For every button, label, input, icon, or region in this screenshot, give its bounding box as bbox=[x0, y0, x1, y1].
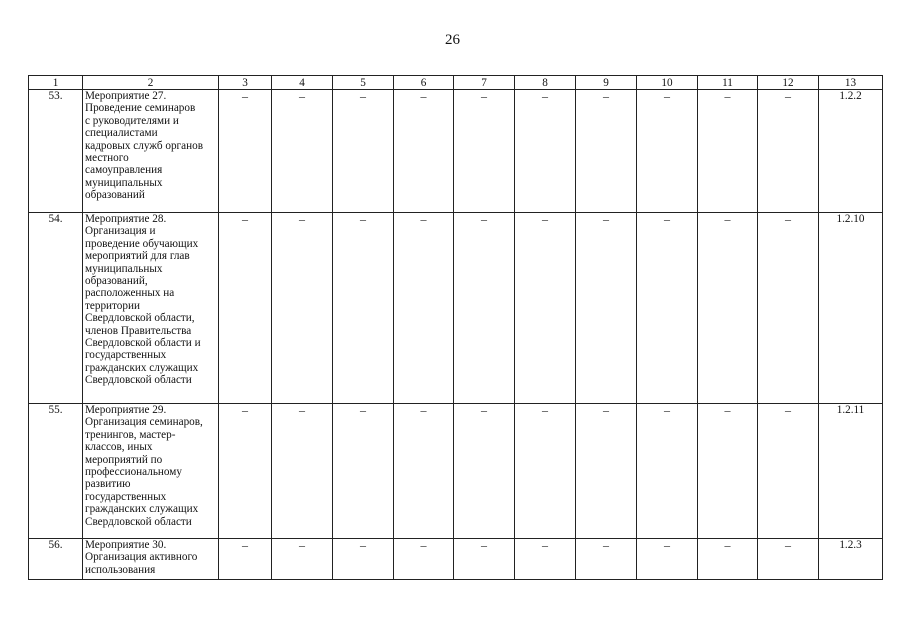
cell-value-col-3: – bbox=[219, 539, 272, 580]
activity-description-line: классов, иных bbox=[85, 441, 153, 454]
activity-description-line: Свердловской области, bbox=[85, 312, 195, 325]
cell-value-col-8: – bbox=[515, 404, 576, 539]
cell-value-col-7: – bbox=[454, 213, 515, 404]
page-number: 26 bbox=[445, 32, 460, 48]
cell-value-col-4: – bbox=[272, 90, 333, 213]
activity-description-line: государственных bbox=[85, 349, 167, 362]
activity-description bbox=[83, 539, 219, 580]
cell-value-col-6: – bbox=[394, 539, 454, 580]
table-header-row bbox=[29, 76, 883, 90]
activity-description-line: гражданских служащих bbox=[85, 361, 199, 374]
table-row bbox=[29, 404, 883, 539]
cell-value-col-5: – bbox=[333, 213, 394, 404]
cell-value-col-5: – bbox=[333, 539, 394, 580]
target-indicator-code: 1.2.10 bbox=[819, 213, 883, 404]
cell-value-col-4: – bbox=[272, 539, 333, 580]
cell-value-col-6: – bbox=[394, 213, 454, 404]
activity-description-line: Мероприятие 30. bbox=[85, 539, 167, 551]
activity-description-line: проведение обучающих bbox=[85, 237, 199, 250]
cell-value-col-9: – bbox=[576, 539, 637, 580]
cell-value-col-5: – bbox=[333, 90, 394, 213]
activity-description bbox=[83, 404, 219, 539]
activity-description-line: расположенных на bbox=[85, 287, 175, 300]
column-header-11: 11 bbox=[698, 76, 758, 90]
activity-description-line: Организация семинаров, bbox=[85, 416, 203, 429]
activity-description-line: Мероприятие 29. bbox=[85, 404, 167, 416]
column-header-10: 10 bbox=[637, 76, 698, 90]
activity-description-line: Организация активного bbox=[85, 551, 198, 564]
activity-description-line: гражданских служащих bbox=[85, 503, 199, 516]
cell-value-col-9: – bbox=[576, 404, 637, 539]
cell-value-col-12: – bbox=[758, 90, 819, 213]
cell-value-col-10: – bbox=[637, 539, 698, 580]
program-table bbox=[28, 75, 883, 580]
activity-description-line: муниципальных bbox=[85, 262, 163, 275]
column-header-12: 12 bbox=[758, 76, 819, 90]
cell-value-col-8: – bbox=[515, 213, 576, 404]
table-row bbox=[29, 90, 883, 213]
column-header-4: 4 bbox=[272, 76, 333, 90]
cell-value-col-12: – bbox=[758, 213, 819, 404]
activity-description-line: Свердловской области bbox=[85, 515, 192, 528]
column-header-5: 5 bbox=[333, 76, 394, 90]
target-indicator-code: 1.2.3 bbox=[819, 539, 883, 580]
activity-description-line: с руководителями и bbox=[85, 114, 179, 127]
target-indicator-code: 1.2.11 bbox=[819, 404, 883, 539]
cell-value-col-6: – bbox=[394, 90, 454, 213]
cell-value-col-3: – bbox=[219, 213, 272, 404]
column-header-6: 6 bbox=[394, 76, 454, 90]
row-number: 53. bbox=[29, 90, 83, 213]
activity-description-line: использования bbox=[85, 563, 156, 576]
column-header-3: 3 bbox=[219, 76, 272, 90]
activity-description-line: самоуправления bbox=[85, 164, 163, 177]
activity-description-line: профессиональному bbox=[85, 466, 182, 479]
activity-description-line: мероприятий для глав bbox=[85, 250, 190, 263]
cell-value-col-7: – bbox=[454, 90, 515, 213]
activity-description-line: мероприятий по bbox=[85, 453, 163, 466]
column-header-1: 1 bbox=[29, 76, 83, 90]
activity-description-line: территории bbox=[85, 299, 140, 312]
cell-value-col-11: – bbox=[698, 404, 758, 539]
activity-description-line: Мероприятие 27. bbox=[85, 90, 167, 102]
cell-value-col-4: – bbox=[272, 213, 333, 404]
cell-value-col-11: – bbox=[698, 213, 758, 404]
table-row bbox=[29, 213, 883, 404]
activity-description-line: Организация и bbox=[85, 225, 156, 238]
column-header-2: 2 bbox=[83, 76, 219, 90]
cell-value-col-5: – bbox=[333, 404, 394, 539]
activity-description-line: местного bbox=[85, 152, 129, 165]
activity-description-line: специалистами bbox=[85, 127, 158, 140]
cell-value-col-3: – bbox=[219, 90, 272, 213]
target-indicator-code: 1.2.2 bbox=[819, 90, 883, 213]
cell-value-col-4: – bbox=[272, 404, 333, 539]
cell-value-col-10: – bbox=[637, 404, 698, 539]
activity-description-line: членов Правительства bbox=[85, 324, 192, 337]
activity-description-line: муниципальных bbox=[85, 176, 163, 189]
cell-value-col-10: – bbox=[637, 90, 698, 213]
cell-value-col-11: – bbox=[698, 539, 758, 580]
activity-description-line: государственных bbox=[85, 490, 167, 503]
activity-description-line: Свердловской области bbox=[85, 374, 192, 387]
activity-description-line: Проведение семинаров bbox=[85, 102, 196, 115]
activity-description bbox=[83, 213, 219, 404]
cell-value-col-12: – bbox=[758, 404, 819, 539]
cell-value-col-8: – bbox=[515, 539, 576, 580]
activity-description-line: развитию bbox=[85, 478, 131, 491]
table-row bbox=[29, 539, 883, 580]
cell-value-col-7: – bbox=[454, 539, 515, 580]
cell-value-col-10: – bbox=[637, 213, 698, 404]
activity-description-line: образований bbox=[85, 189, 145, 202]
cell-value-col-6: – bbox=[394, 404, 454, 539]
activity-description-line: кадровых служб органов bbox=[85, 139, 203, 152]
column-header-7: 7 bbox=[454, 76, 515, 90]
cell-value-col-8: – bbox=[515, 90, 576, 213]
activity-description-line: Свердловской области и bbox=[85, 337, 201, 350]
activity-description-line: образований, bbox=[85, 275, 148, 288]
row-number: 54. bbox=[29, 213, 83, 404]
row-number: 56. bbox=[29, 539, 83, 580]
cell-value-col-9: – bbox=[576, 213, 637, 404]
activity-description bbox=[83, 90, 219, 213]
cell-value-col-7: – bbox=[454, 404, 515, 539]
row-number: 55. bbox=[29, 404, 83, 539]
column-header-13: 13 bbox=[819, 76, 883, 90]
cell-value-col-3: – bbox=[219, 404, 272, 539]
column-header-9: 9 bbox=[576, 76, 637, 90]
cell-value-col-9: – bbox=[576, 90, 637, 213]
cell-value-col-11: – bbox=[698, 90, 758, 213]
column-header-8: 8 bbox=[515, 76, 576, 90]
activity-description-line: тренингов, мастер- bbox=[85, 428, 176, 441]
cell-value-col-12: – bbox=[758, 539, 819, 580]
activity-description-line: Мероприятие 28. bbox=[85, 213, 167, 225]
